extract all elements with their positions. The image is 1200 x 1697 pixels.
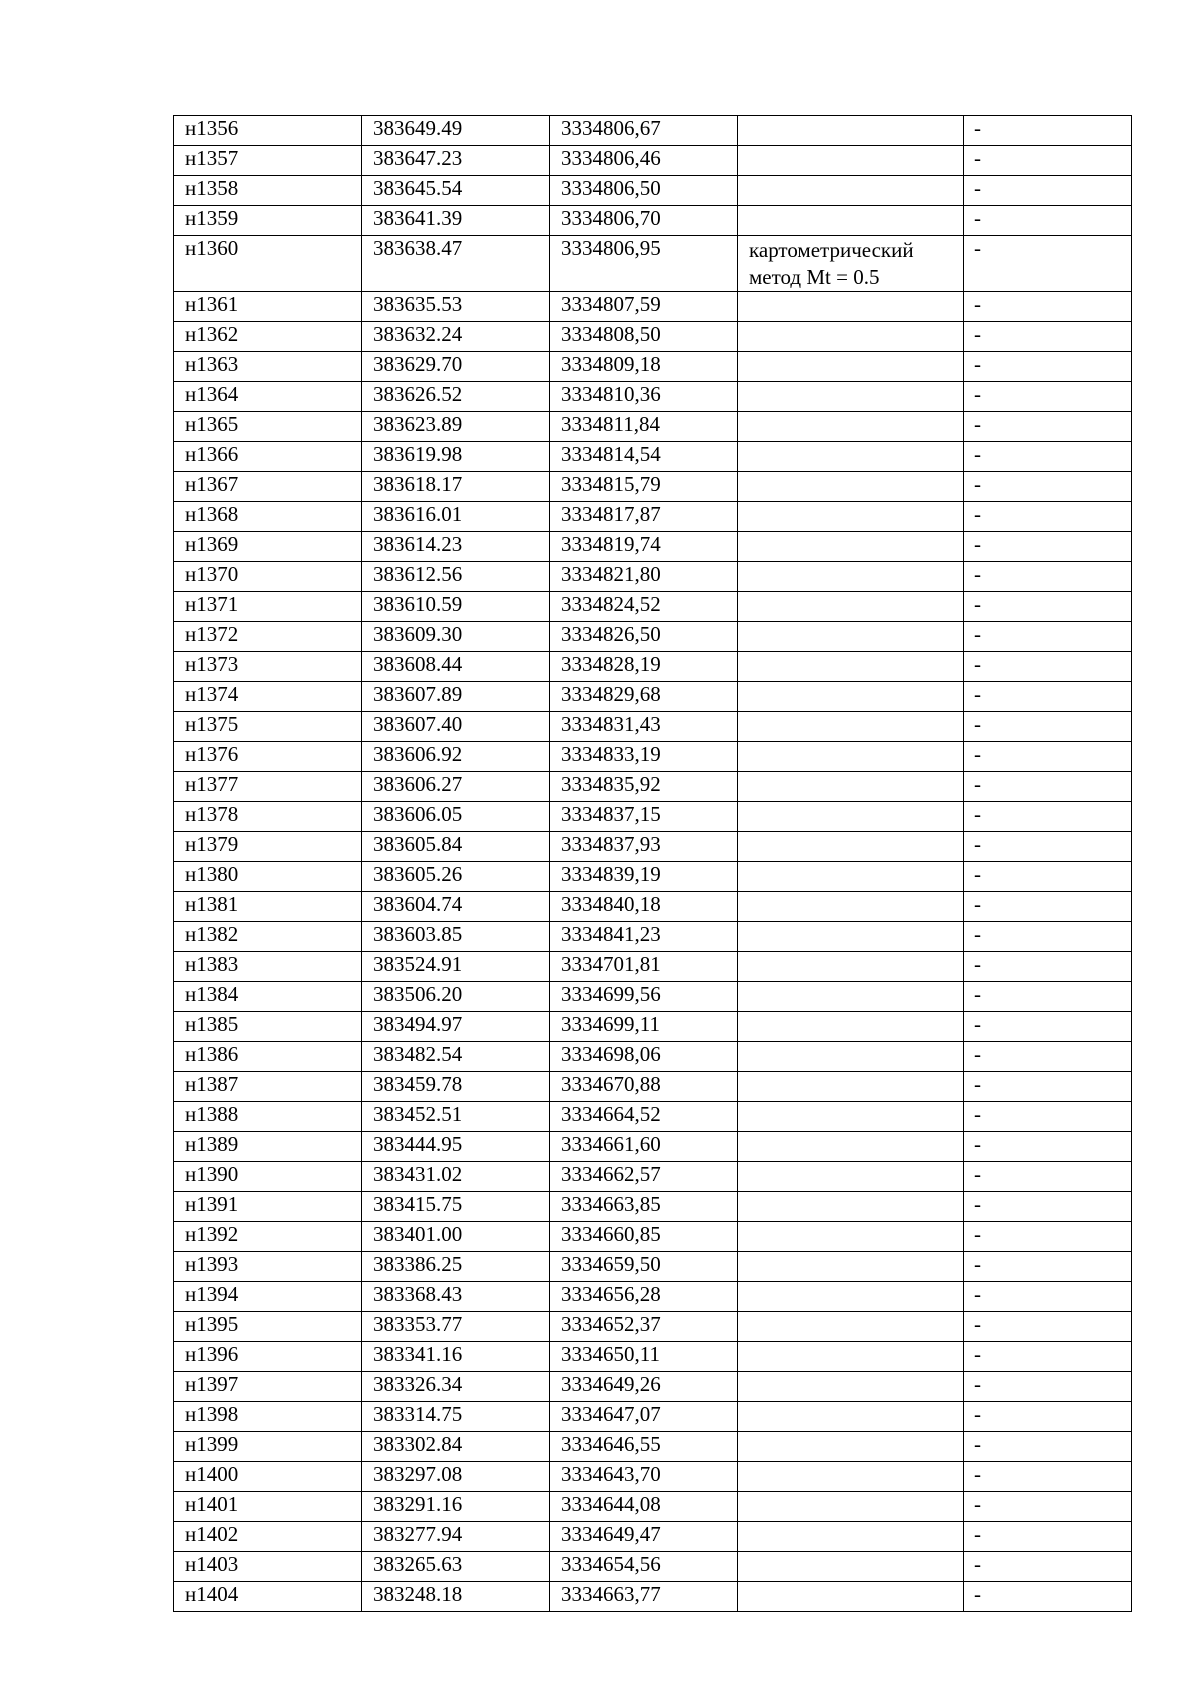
- x-coordinate-cell: 383482.54: [362, 1042, 550, 1072]
- point-id-cell: н1378: [174, 802, 362, 832]
- mark-cell: -: [964, 116, 1132, 146]
- method-cell: [738, 442, 964, 472]
- x-coordinate-cell: 383604.74: [362, 892, 550, 922]
- y-coordinate-cell: 3334650,11: [550, 1342, 738, 1372]
- point-id-cell: н1386: [174, 1042, 362, 1072]
- mark-cell: -: [964, 472, 1132, 502]
- table-row: [174, 1522, 1132, 1552]
- y-coordinate-cell: 3334811,84: [550, 412, 738, 442]
- table-row: [174, 532, 1132, 562]
- method-cell: [738, 922, 964, 952]
- point-id-cell: н1377: [174, 772, 362, 802]
- x-coordinate-cell: 383610.59: [362, 592, 550, 622]
- method-cell: [738, 1222, 964, 1252]
- mark-cell: -: [964, 1252, 1132, 1282]
- point-id-cell: н1372: [174, 622, 362, 652]
- y-coordinate-cell: 3334654,56: [550, 1552, 738, 1582]
- mark-cell: -: [964, 502, 1132, 532]
- x-coordinate-cell: 383297.08: [362, 1462, 550, 1492]
- method-cell: [738, 1522, 964, 1552]
- table-row: [174, 982, 1132, 1012]
- x-coordinate-cell: 383431.02: [362, 1162, 550, 1192]
- x-coordinate-cell: 383645.54: [362, 176, 550, 206]
- method-cell: [738, 1462, 964, 1492]
- mark-cell: -: [964, 292, 1132, 322]
- y-coordinate-cell: 3334647,07: [550, 1402, 738, 1432]
- table-row: [174, 1582, 1132, 1612]
- mark-cell: -: [964, 862, 1132, 892]
- x-coordinate-cell: 383459.78: [362, 1072, 550, 1102]
- x-coordinate-cell: 383291.16: [362, 1492, 550, 1522]
- table-row: [174, 802, 1132, 832]
- x-coordinate-cell: 383606.05: [362, 802, 550, 832]
- method-cell: [738, 712, 964, 742]
- mark-cell: -: [964, 236, 1132, 292]
- point-id-cell: н1385: [174, 1012, 362, 1042]
- point-id-cell: н1383: [174, 952, 362, 982]
- x-coordinate-cell: 383314.75: [362, 1402, 550, 1432]
- mark-cell: -: [964, 1492, 1132, 1522]
- y-coordinate-cell: 3334699,11: [550, 1012, 738, 1042]
- x-coordinate-cell: 383619.98: [362, 442, 550, 472]
- y-coordinate-cell: 3334817,87: [550, 502, 738, 532]
- table-row: [174, 1492, 1132, 1522]
- x-coordinate-cell: 383415.75: [362, 1192, 550, 1222]
- mark-cell: -: [964, 682, 1132, 712]
- point-id-cell: н1358: [174, 176, 362, 206]
- x-coordinate-cell: 383629.70: [362, 352, 550, 382]
- point-id-cell: н1400: [174, 1462, 362, 1492]
- y-coordinate-cell: 3334806,46: [550, 146, 738, 176]
- coordinates-table-body: [174, 116, 1132, 1612]
- y-coordinate-cell: 3334835,92: [550, 772, 738, 802]
- table-row: [174, 1432, 1132, 1462]
- x-coordinate-cell: 383302.84: [362, 1432, 550, 1462]
- x-coordinate-cell: 383326.34: [362, 1372, 550, 1402]
- mark-cell: -: [964, 1162, 1132, 1192]
- x-coordinate-cell: 383494.97: [362, 1012, 550, 1042]
- point-id-cell: н1397: [174, 1372, 362, 1402]
- method-cell: [738, 412, 964, 442]
- y-coordinate-cell: 3334663,85: [550, 1192, 738, 1222]
- y-coordinate-cell: 3334644,08: [550, 1492, 738, 1522]
- x-coordinate-cell: 383277.94: [362, 1522, 550, 1552]
- method-cell: [738, 1402, 964, 1432]
- method-cell: [738, 772, 964, 802]
- y-coordinate-cell: 3334808,50: [550, 322, 738, 352]
- point-id-cell: н1380: [174, 862, 362, 892]
- point-id-cell: н1399: [174, 1432, 362, 1462]
- table-row: [174, 236, 1132, 292]
- point-id-cell: н1387: [174, 1072, 362, 1102]
- method-cell: [738, 1282, 964, 1312]
- y-coordinate-cell: 3334670,88: [550, 1072, 738, 1102]
- point-id-cell: н1356: [174, 116, 362, 146]
- point-id-cell: н1398: [174, 1402, 362, 1432]
- mark-cell: -: [964, 146, 1132, 176]
- x-coordinate-cell: 383641.39: [362, 206, 550, 236]
- y-coordinate-cell: 3334699,56: [550, 982, 738, 1012]
- point-id-cell: н1401: [174, 1492, 362, 1522]
- method-cell: [738, 382, 964, 412]
- y-coordinate-cell: 3334840,18: [550, 892, 738, 922]
- x-coordinate-cell: 383353.77: [362, 1312, 550, 1342]
- y-coordinate-cell: 3334810,36: [550, 382, 738, 412]
- point-id-cell: н1391: [174, 1192, 362, 1222]
- x-coordinate-cell: 383506.20: [362, 982, 550, 1012]
- table-row: [174, 682, 1132, 712]
- y-coordinate-cell: 3334824,52: [550, 592, 738, 622]
- mark-cell: -: [964, 1282, 1132, 1312]
- x-coordinate-cell: 383632.24: [362, 322, 550, 352]
- coordinates-table: [173, 115, 1132, 1612]
- x-coordinate-cell: 383401.00: [362, 1222, 550, 1252]
- method-cell: [738, 1012, 964, 1042]
- mark-cell: -: [964, 1552, 1132, 1582]
- point-id-cell: н1367: [174, 472, 362, 502]
- method-cell: [738, 1042, 964, 1072]
- y-coordinate-cell: 3334819,74: [550, 532, 738, 562]
- mark-cell: -: [964, 442, 1132, 472]
- point-id-cell: н1373: [174, 652, 362, 682]
- point-id-cell: н1389: [174, 1132, 362, 1162]
- method-cell: [738, 1072, 964, 1102]
- method-cell: [738, 562, 964, 592]
- method-cell: [738, 952, 964, 982]
- point-id-cell: н1404: [174, 1582, 362, 1612]
- point-id-cell: н1364: [174, 382, 362, 412]
- mark-cell: -: [964, 412, 1132, 442]
- table-row: [174, 592, 1132, 622]
- mark-cell: -: [964, 322, 1132, 352]
- table-row: [174, 116, 1132, 146]
- y-coordinate-cell: 3334829,68: [550, 682, 738, 712]
- x-coordinate-cell: 383606.92: [362, 742, 550, 772]
- y-coordinate-cell: 3334659,50: [550, 1252, 738, 1282]
- x-coordinate-cell: 383614.23: [362, 532, 550, 562]
- y-coordinate-cell: 3334663,77: [550, 1582, 738, 1612]
- table-row: [174, 1462, 1132, 1492]
- method-cell: [738, 292, 964, 322]
- point-id-cell: н1365: [174, 412, 362, 442]
- mark-cell: -: [964, 176, 1132, 206]
- method-cell: [738, 892, 964, 922]
- point-id-cell: н1395: [174, 1312, 362, 1342]
- x-coordinate-cell: 383623.89: [362, 412, 550, 442]
- table-row: [174, 1342, 1132, 1372]
- method-cell: [738, 1132, 964, 1162]
- point-id-cell: н1382: [174, 922, 362, 952]
- x-coordinate-cell: 383649.49: [362, 116, 550, 146]
- point-id-cell: н1384: [174, 982, 362, 1012]
- table-row: [174, 502, 1132, 532]
- point-id-cell: н1360: [174, 236, 362, 292]
- mark-cell: -: [964, 742, 1132, 772]
- point-id-cell: н1379: [174, 832, 362, 862]
- y-coordinate-cell: 3334664,52: [550, 1102, 738, 1132]
- mark-cell: -: [964, 1522, 1132, 1552]
- table-row: [174, 1192, 1132, 1222]
- mark-cell: -: [964, 1042, 1132, 1072]
- table-row: [174, 1312, 1132, 1342]
- y-coordinate-cell: 3334643,70: [550, 1462, 738, 1492]
- point-id-cell: н1369: [174, 532, 362, 562]
- point-id-cell: н1362: [174, 322, 362, 352]
- x-coordinate-cell: 383265.63: [362, 1552, 550, 1582]
- method-cell: [738, 832, 964, 862]
- mark-cell: -: [964, 1372, 1132, 1402]
- y-coordinate-cell: 3334661,60: [550, 1132, 738, 1162]
- method-cell: [738, 352, 964, 382]
- point-id-cell: н1363: [174, 352, 362, 382]
- x-coordinate-cell: 383616.01: [362, 502, 550, 532]
- x-coordinate-cell: 383386.25: [362, 1252, 550, 1282]
- point-id-cell: н1375: [174, 712, 362, 742]
- mark-cell: -: [964, 1102, 1132, 1132]
- x-coordinate-cell: 383607.40: [362, 712, 550, 742]
- mark-cell: -: [964, 652, 1132, 682]
- y-coordinate-cell: 3334821,80: [550, 562, 738, 592]
- method-cell: [738, 472, 964, 502]
- table-row: [174, 892, 1132, 922]
- mark-cell: -: [964, 382, 1132, 412]
- mark-cell: -: [964, 352, 1132, 382]
- x-coordinate-cell: 383638.47: [362, 236, 550, 292]
- table-row: [174, 1072, 1132, 1102]
- method-cell: [738, 116, 964, 146]
- method-cell: [738, 652, 964, 682]
- point-id-cell: н1396: [174, 1342, 362, 1372]
- y-coordinate-cell: 3334839,19: [550, 862, 738, 892]
- table-row: [174, 1402, 1132, 1432]
- y-coordinate-cell: 3334831,43: [550, 712, 738, 742]
- table-row: [174, 412, 1132, 442]
- y-coordinate-cell: 3334837,93: [550, 832, 738, 862]
- method-cell: [738, 1162, 964, 1192]
- table-row: [174, 1222, 1132, 1252]
- x-coordinate-cell: 383626.52: [362, 382, 550, 412]
- point-id-cell: н1388: [174, 1102, 362, 1132]
- mark-cell: -: [964, 1192, 1132, 1222]
- y-coordinate-cell: 3334646,55: [550, 1432, 738, 1462]
- y-coordinate-cell: 3334806,70: [550, 206, 738, 236]
- x-coordinate-cell: 383606.27: [362, 772, 550, 802]
- y-coordinate-cell: 3334815,79: [550, 472, 738, 502]
- table-row: [174, 1162, 1132, 1192]
- mark-cell: -: [964, 1312, 1132, 1342]
- y-coordinate-cell: 3334662,57: [550, 1162, 738, 1192]
- x-coordinate-cell: 383612.56: [362, 562, 550, 592]
- x-coordinate-cell: 383635.53: [362, 292, 550, 322]
- point-id-cell: н1393: [174, 1252, 362, 1282]
- method-cell: [738, 622, 964, 652]
- table-row: [174, 1012, 1132, 1042]
- method-cell: [738, 682, 964, 712]
- method-cell: [738, 862, 964, 892]
- point-id-cell: н1381: [174, 892, 362, 922]
- point-id-cell: н1374: [174, 682, 362, 712]
- mark-cell: -: [964, 832, 1132, 862]
- x-coordinate-cell: 383524.91: [362, 952, 550, 982]
- y-coordinate-cell: 3334656,28: [550, 1282, 738, 1312]
- method-cell: [738, 532, 964, 562]
- method-cell: картометрический метод Mt = 0.5: [738, 236, 964, 292]
- point-id-cell: н1390: [174, 1162, 362, 1192]
- method-cell: [738, 146, 964, 176]
- method-cell: [738, 982, 964, 1012]
- method-cell: [738, 1372, 964, 1402]
- method-cell: [738, 502, 964, 532]
- x-coordinate-cell: 383608.44: [362, 652, 550, 682]
- table-row: [174, 1252, 1132, 1282]
- x-coordinate-cell: 383618.17: [362, 472, 550, 502]
- y-coordinate-cell: 3334701,81: [550, 952, 738, 982]
- table-row: [174, 952, 1132, 982]
- method-cell: [738, 1102, 964, 1132]
- table-row: [174, 772, 1132, 802]
- mark-cell: -: [964, 1012, 1132, 1042]
- mark-cell: -: [964, 952, 1132, 982]
- x-coordinate-cell: 383452.51: [362, 1102, 550, 1132]
- method-cell: [738, 1552, 964, 1582]
- table-row: [174, 472, 1132, 502]
- point-id-cell: н1366: [174, 442, 362, 472]
- method-cell: [738, 1192, 964, 1222]
- mark-cell: -: [964, 922, 1132, 952]
- mark-cell: -: [964, 1582, 1132, 1612]
- method-cell: [738, 322, 964, 352]
- table-row: [174, 442, 1132, 472]
- y-coordinate-cell: 3334826,50: [550, 622, 738, 652]
- x-coordinate-cell: 383341.16: [362, 1342, 550, 1372]
- y-coordinate-cell: 3334828,19: [550, 652, 738, 682]
- mark-cell: -: [964, 532, 1132, 562]
- table-row: [174, 292, 1132, 322]
- method-cell: [738, 176, 964, 206]
- point-id-cell: н1394: [174, 1282, 362, 1312]
- point-id-cell: н1371: [174, 592, 362, 622]
- point-id-cell: н1368: [174, 502, 362, 532]
- y-coordinate-cell: 3334806,95: [550, 236, 738, 292]
- y-coordinate-cell: 3334806,50: [550, 176, 738, 206]
- table-row: [174, 1372, 1132, 1402]
- y-coordinate-cell: 3334806,67: [550, 116, 738, 146]
- x-coordinate-cell: 383647.23: [362, 146, 550, 176]
- x-coordinate-cell: 383368.43: [362, 1282, 550, 1312]
- table-row: [174, 862, 1132, 892]
- y-coordinate-cell: 3334841,23: [550, 922, 738, 952]
- y-coordinate-cell: 3334837,15: [550, 802, 738, 832]
- x-coordinate-cell: 383603.85: [362, 922, 550, 952]
- mark-cell: -: [964, 206, 1132, 236]
- mark-cell: -: [964, 982, 1132, 1012]
- point-id-cell: н1359: [174, 206, 362, 236]
- point-id-cell: н1370: [174, 562, 362, 592]
- method-cell: [738, 1582, 964, 1612]
- x-coordinate-cell: 383605.84: [362, 832, 550, 862]
- point-id-cell: н1357: [174, 146, 362, 176]
- method-cell: [738, 802, 964, 832]
- point-id-cell: н1376: [174, 742, 362, 772]
- table-row: [174, 652, 1132, 682]
- table-row: [174, 562, 1132, 592]
- x-coordinate-cell: 383248.18: [362, 1582, 550, 1612]
- point-id-cell: н1402: [174, 1522, 362, 1552]
- method-cell: [738, 1252, 964, 1282]
- x-coordinate-cell: 383607.89: [362, 682, 550, 712]
- method-cell: [738, 1492, 964, 1522]
- y-coordinate-cell: 3334652,37: [550, 1312, 738, 1342]
- x-coordinate-cell: 383605.26: [362, 862, 550, 892]
- table-row: [174, 352, 1132, 382]
- method-cell: [738, 1342, 964, 1372]
- table-row: [174, 322, 1132, 352]
- method-cell: [738, 1312, 964, 1342]
- y-coordinate-cell: 3334814,54: [550, 442, 738, 472]
- table-row: [174, 1102, 1132, 1132]
- mark-cell: -: [964, 592, 1132, 622]
- mark-cell: -: [964, 1072, 1132, 1102]
- table-row: [174, 742, 1132, 772]
- table-row: [174, 1552, 1132, 1582]
- y-coordinate-cell: 3334807,59: [550, 292, 738, 322]
- method-cell: [738, 1432, 964, 1462]
- table-row: [174, 206, 1132, 236]
- y-coordinate-cell: 3334660,85: [550, 1222, 738, 1252]
- mark-cell: -: [964, 712, 1132, 742]
- point-id-cell: н1392: [174, 1222, 362, 1252]
- x-coordinate-cell: 383444.95: [362, 1132, 550, 1162]
- point-id-cell: н1361: [174, 292, 362, 322]
- table-row: [174, 1042, 1132, 1072]
- table-row: [174, 712, 1132, 742]
- table-row: [174, 146, 1132, 176]
- mark-cell: -: [964, 1432, 1132, 1462]
- method-cell: [738, 742, 964, 772]
- method-cell: [738, 592, 964, 622]
- table-row: [174, 922, 1132, 952]
- table-row: [174, 832, 1132, 862]
- y-coordinate-cell: 3334809,18: [550, 352, 738, 382]
- table-row: [174, 622, 1132, 652]
- mark-cell: -: [964, 622, 1132, 652]
- mark-cell: -: [964, 1222, 1132, 1252]
- y-coordinate-cell: 3334649,47: [550, 1522, 738, 1552]
- table-row: [174, 382, 1132, 412]
- mark-cell: -: [964, 1462, 1132, 1492]
- mark-cell: -: [964, 802, 1132, 832]
- table-row: [174, 1132, 1132, 1162]
- table-row: [174, 1282, 1132, 1312]
- mark-cell: -: [964, 1342, 1132, 1372]
- mark-cell: -: [964, 1402, 1132, 1432]
- mark-cell: -: [964, 562, 1132, 592]
- mark-cell: -: [964, 1132, 1132, 1162]
- mark-cell: -: [964, 892, 1132, 922]
- mark-cell: -: [964, 772, 1132, 802]
- table-row: [174, 176, 1132, 206]
- y-coordinate-cell: 3334649,26: [550, 1372, 738, 1402]
- x-coordinate-cell: 383609.30: [362, 622, 550, 652]
- point-id-cell: н1403: [174, 1552, 362, 1582]
- method-cell: [738, 206, 964, 236]
- y-coordinate-cell: 3334833,19: [550, 742, 738, 772]
- y-coordinate-cell: 3334698,06: [550, 1042, 738, 1072]
